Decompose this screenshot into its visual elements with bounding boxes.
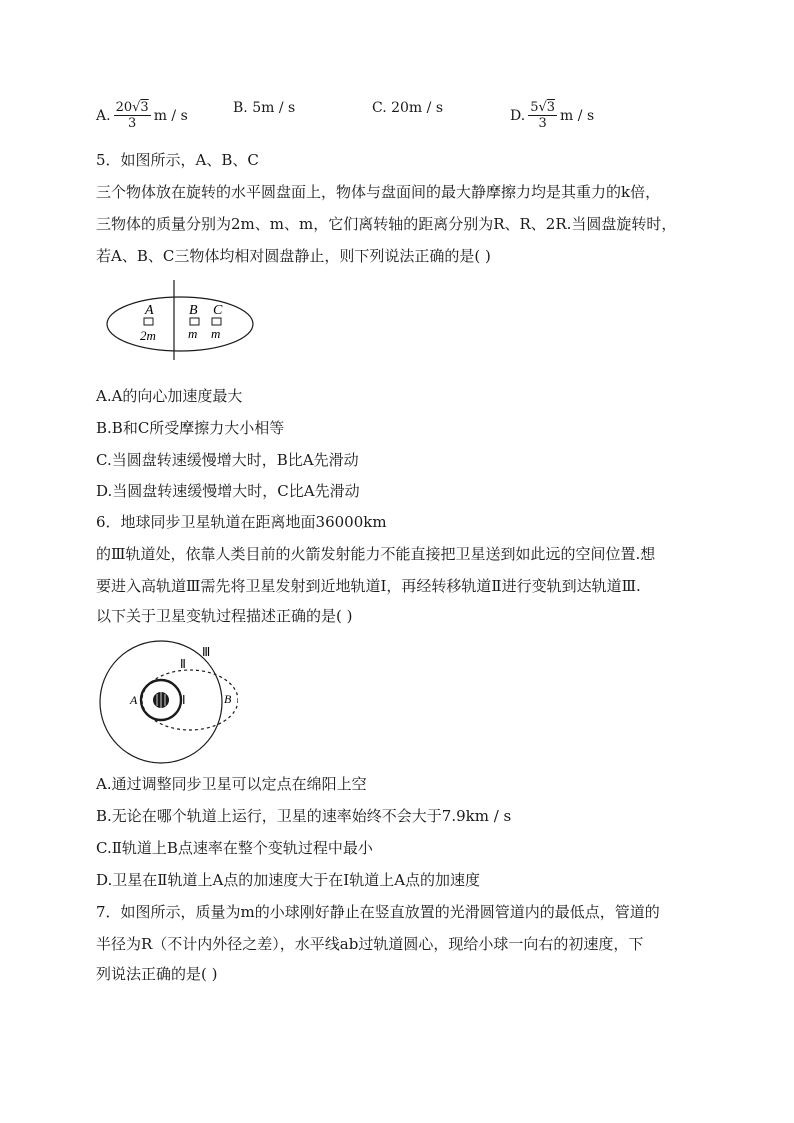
q5-stem-line-1: 5．如图所示，A、B、C (96, 151, 259, 169)
q6-option-c: C.Ⅱ轨道上B点速率在整个变轨过程中最小 (96, 839, 373, 857)
option-a (96, 100, 188, 131)
q5-stem-line-2: 三个物体放在旋转的水平圆盘面上，物体与盘面间的最大静摩擦力均是其重力的k倍， (96, 183, 661, 201)
mass-a: 2m (140, 328, 156, 343)
option-b-text: B. 5m / s (233, 100, 296, 116)
q7-stem-line-2: 半径为R（不计内外径之差），水平线ab过轨道圆心，现给小球一向右的初速度，下 (96, 935, 644, 953)
q6-stem-line-3: 要进入高轨道Ⅲ需先将卫星发射到近地轨道Ⅰ，再经转移轨道Ⅱ进行变轨到达轨道Ⅲ. (96, 577, 641, 595)
q7-stem-line-3: 列说法正确的是( ) (96, 965, 218, 983)
q6-option-b: B.无论在哪个轨道上运行，卫星的速率始终不会大于7.9km / s (96, 807, 512, 825)
option-d-den: 3 (538, 116, 547, 131)
label-c: C (213, 303, 223, 318)
option-a-den: 3 (127, 116, 137, 131)
q6-stem-line-4: 以下关于卫星变轨过程描述正确的是( ) (96, 607, 353, 625)
option-d-num: 5 (530, 100, 539, 115)
q6-option-d: D.卫星在Ⅱ轨道上A点的加速度大于在Ⅰ轨道上A点的加速度 (96, 871, 481, 889)
q6-orbit-figure (98, 636, 238, 770)
option-d-letter: D. (510, 107, 526, 124)
option-a-letter: A. (96, 107, 111, 124)
option-c-text: C. 20m / s (372, 100, 444, 116)
option-c (372, 100, 443, 116)
label-orbit-ii: Ⅱ (180, 657, 186, 671)
block-c (212, 318, 221, 325)
q5-stem-line-4: 若A、B、C三物体均相对圆盘静止，则下列说法正确的是( ) (96, 247, 491, 265)
label-orbit-iii: Ⅲ (202, 645, 211, 659)
q5-option-d: D.当圆盘转速缓慢增大时，C比A先滑动 (96, 482, 360, 500)
option-b (233, 100, 295, 116)
label-orbit-i: Ⅰ (182, 693, 186, 707)
mass-c: m (211, 326, 221, 341)
q7-stem-line-1: 7．如图所示，质量为m的小球刚好静止在竖直放置的光滑圆管道内的最低点，管道的 (96, 903, 660, 921)
option-d-fraction: $\frac{5√3}{3}$ (530, 100, 556, 131)
q5-turntable-figure (100, 278, 260, 362)
option-d-unit: m / s (560, 107, 595, 124)
label-b: B (189, 303, 198, 318)
mass-b: m (188, 326, 198, 341)
option-a-fraction: $\frac{20√3}{3}$ (115, 100, 149, 131)
q5-option-b: B.B和C所受摩擦力大小相等 (96, 419, 285, 437)
block-a (144, 318, 153, 325)
q5-option-a: A.A的向心加速度最大 (96, 387, 243, 405)
block-b (190, 318, 199, 325)
option-a-num: 20 (115, 100, 133, 115)
q6-stem-line-2: 的Ⅲ轨道处，依靠人类目前的火箭发射能力不能直接把卫星送到如此远的空间位置.想 (96, 545, 656, 563)
option-d (510, 100, 594, 131)
q6-option-a: A.通过调整同步卫星可以定点在绵阳上空 (96, 775, 367, 793)
label-point-b: B (224, 692, 232, 706)
q5-option-c: C.当圆盘转速缓慢增大时，B比A先滑动 (96, 451, 359, 469)
label-a: A (145, 303, 154, 318)
option-a-unit: m / s (153, 107, 188, 124)
q6-stem-line-1: 6．地球同步卫星轨道在距离地面36000km (96, 513, 387, 531)
option-a-rad: 3 (140, 100, 149, 115)
option-d-rad: 3 (546, 100, 556, 115)
label-point-a: A (130, 693, 138, 707)
q5-stem-line-3: 三物体的质量分别为2m、m、m，它们离转轴的距离分别为R、R、2R.当圆盘旋转时， (96, 215, 677, 233)
turntable-ellipse (107, 297, 253, 351)
